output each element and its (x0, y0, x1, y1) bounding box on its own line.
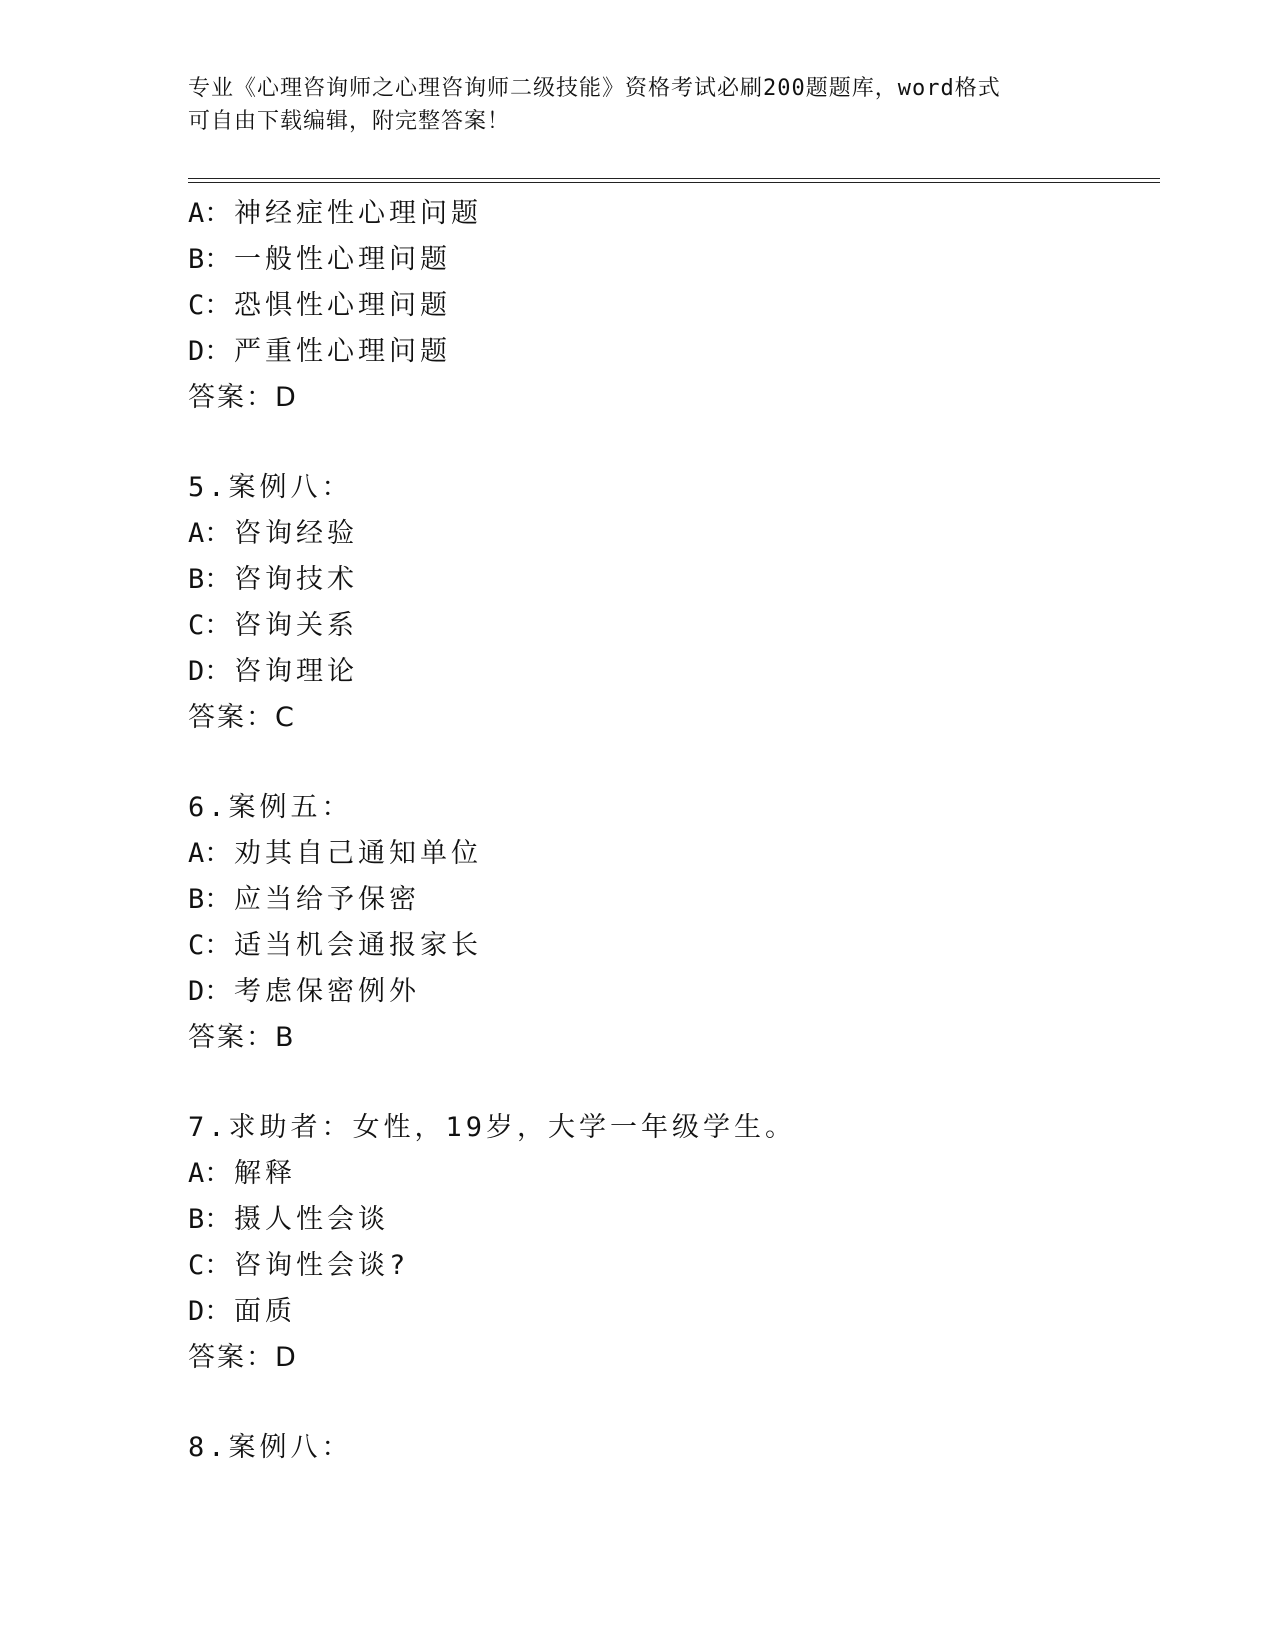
option-text: 适当机会通报家长 (234, 930, 482, 961)
option-key: C： (188, 290, 232, 321)
answer: 答案：D (188, 1342, 298, 1373)
question-6 (188, 785, 1148, 1061)
option-d (188, 1289, 1148, 1335)
option-key: C： (188, 1250, 232, 1281)
option-text: 严重性心理问题 (234, 336, 451, 367)
header-divider-top (188, 178, 1160, 179)
question-stem: 6.案例五： (188, 792, 353, 823)
header-line-1: 专业《心理咨询师之心理咨询师二级技能》资格考试必刷200题题库，word格式 (188, 76, 1001, 101)
option-key: B： (188, 564, 232, 595)
option-text: 摄人性会谈 (234, 1204, 389, 1235)
option-c (188, 923, 1148, 969)
option-key: A： (188, 518, 232, 549)
option-text: 神经症性心理问题 (234, 198, 482, 229)
question-7 (188, 1105, 1148, 1381)
option-key: D： (188, 656, 232, 687)
option-text: 咨询经验 (234, 518, 358, 549)
question-5 (188, 465, 1148, 741)
option-c (188, 1243, 1148, 1289)
option-key: A： (188, 838, 232, 869)
question-4 (188, 191, 1148, 421)
option-a (188, 191, 1148, 237)
option-b (188, 877, 1148, 923)
option-key: D： (188, 976, 232, 1007)
option-c (188, 603, 1148, 649)
option-key: D： (188, 1296, 232, 1327)
option-key: A： (188, 198, 232, 229)
option-b (188, 237, 1148, 283)
document-header (188, 72, 1068, 138)
spacer (188, 1381, 1148, 1425)
option-text: 劝其自己通知单位 (234, 838, 482, 869)
option-text: 解释 (234, 1158, 296, 1189)
option-text: 应当给予保密 (234, 884, 420, 915)
option-d (188, 649, 1148, 695)
option-d (188, 329, 1148, 375)
answer: 答案：B (188, 1022, 296, 1053)
option-a (188, 831, 1148, 877)
option-key: B： (188, 884, 232, 915)
option-text: 一般性心理问题 (234, 244, 451, 275)
spacer (188, 421, 1148, 465)
option-a (188, 511, 1148, 557)
question-stem: 7.求助者：女性，19岁，大学一年级学生。 (188, 1112, 797, 1143)
option-d (188, 969, 1148, 1015)
spacer (188, 741, 1148, 785)
option-text: 面质 (234, 1296, 296, 1327)
option-text: 咨询理论 (234, 656, 358, 687)
option-text: 考虑保密例外 (234, 976, 420, 1007)
spacer (188, 1061, 1148, 1105)
answer: 答案：D (188, 382, 298, 413)
header-divider-bottom (188, 182, 1160, 183)
option-text: 咨询技术 (234, 564, 358, 595)
option-a (188, 1151, 1148, 1197)
question-stem: 5.案例八： (188, 472, 353, 503)
option-key: B： (188, 1204, 232, 1235)
option-b (188, 557, 1148, 603)
header-line-2: 可自由下载编辑，附完整答案！ (188, 109, 511, 134)
answer: 答案：C (188, 702, 296, 733)
question-stem: 8.案例八： (188, 1432, 353, 1463)
option-key: C： (188, 930, 232, 961)
option-key: A： (188, 1158, 232, 1189)
option-text: 咨询性会谈? (234, 1250, 410, 1281)
option-key: D： (188, 336, 232, 367)
option-key: B： (188, 244, 232, 275)
option-key: C： (188, 610, 232, 641)
option-c (188, 283, 1148, 329)
question-8 (188, 1425, 1148, 1471)
question-list (188, 191, 1148, 1471)
option-b (188, 1197, 1148, 1243)
option-text: 咨询关系 (234, 610, 358, 641)
option-text: 恐惧性心理问题 (234, 290, 451, 321)
